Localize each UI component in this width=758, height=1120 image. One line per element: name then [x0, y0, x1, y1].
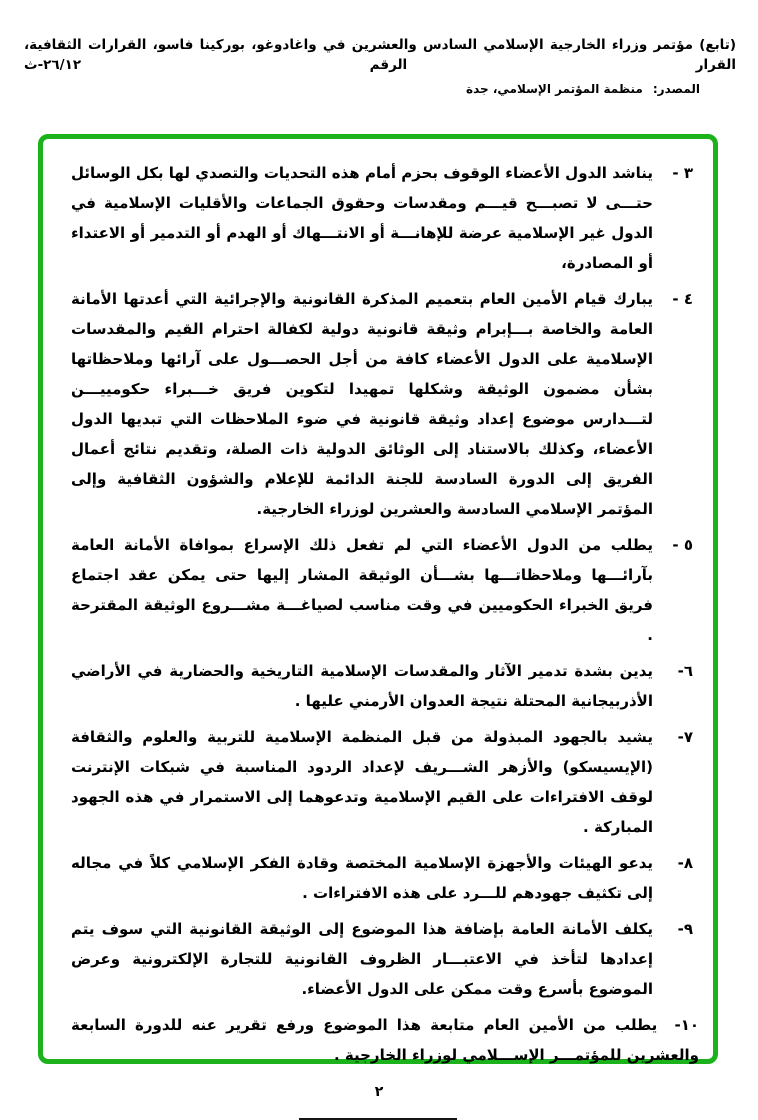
resolution-item	[71, 656, 699, 716]
resolution-item	[71, 848, 699, 908]
resolution-text: يدين بشدة تدمير الآثار والمقدسات الإسلامية التاريخية والحضارية في الأراضي الأذربيجانية المحتلة نتيجة العدوان الأرمني عليها .	[71, 662, 653, 710]
resolution-number: ٤ -	[672, 290, 693, 308]
resolution-number: ٥ -	[672, 536, 693, 554]
resolution-item	[71, 284, 699, 524]
resolution-text: يطلب من الدول الأعضاء التي لم تفعل ذلك الإسراع بموافاة الأمانة العامة بآرائـــها وملاحظاتـــها بشـــأن الوثيقة المشار إليها حتى يمكن عقد اجتماع فريق الخبراء الحكوميين في وقت مناسب لصياغـــة مشـــروع الوثيقة المقترحة .	[71, 536, 653, 644]
page-number: ٢	[374, 1084, 384, 1100]
document-page	[0, 36, 758, 1114]
resolution-text: يشيد بالجهود المبذولة من قبل المنظمة الإسلامية للتربية والعلوم والثقافة (الإيسيسكو) والأزهر الشـــريف لإعداد الردود المناسبة في شبكات الإنترنت لوقف الافتراءات على القيم الإسلامية وتدعوهما إلى الاستمرار في هذه الجهود المباركة .	[71, 728, 653, 836]
source-value: منظمة المؤتمر الإسلامي، جدة	[466, 82, 643, 97]
resolution-text: يدعو الهيئات والأجهزة الإسلامية المختصة وقادة الفكر الإسلامي كلاً في مجاله إلى تكثيف جهودهم للـــرد على هذه الافتراءات .	[71, 854, 653, 902]
resolution-item	[71, 1010, 699, 1070]
resolution-text: يكلف الأمانة العامة بإضافة هذا الموضوع إلى الوثيقة القانونية التي سوف يتم إعدادها لتأخذ في الاعتبـــار الظروف القانونية للتجارة الإلكترونية وعرض الموضوع بأسرع وقت ممكن على الدول الأعضاء.	[71, 920, 653, 998]
resolution-number: ١٠-	[674, 1016, 699, 1034]
resolution-number: ٩-	[677, 920, 693, 938]
resolution-text: يناشد الدول الأعضاء الوقوف بحزم أمام هذه التحديات والتصدي لها بكل الوسائل حتـــى لا تصبـــح قيـــم ومقدسات وحقوق الجماعات والأقليات الإسلامية في الدول غير الإسلامية عرضة للإهانـــة أو الانتـــهاك أو الهدم أو التدمير أو الاعتداء أو المصادرة،	[71, 164, 653, 272]
resolution-item	[71, 914, 699, 1004]
source-line	[0, 82, 700, 96]
resolution-item	[71, 530, 699, 650]
resolution-item	[71, 158, 699, 278]
resolution-text: يطلب من الأمين العام متابعة هذا الموضوع ورفع تقرير عنه للدورة السابعة والعشرين للمؤتمـــر الإســـلامي لوزراء الخارجية .	[71, 1016, 699, 1064]
resolution-number: ٧-	[677, 728, 693, 746]
resolutions-list	[43, 139, 713, 1070]
header-title: (تابع) مؤتمر وزراء الخارجية الإسلامي السادس والعشرين في واغادوغو، بوركينا فاسو، القرارات الثقافية، القرار الرقم ٢٦/١٢-ث	[24, 37, 736, 73]
resolutions-border-box	[38, 134, 718, 1064]
resolution-item	[71, 722, 699, 842]
resolution-number: ٨-	[677, 854, 693, 872]
source-label: المصدر:	[652, 82, 700, 97]
resolution-number: ٣ -	[672, 164, 693, 182]
resolution-number: ٦-	[677, 662, 693, 680]
resolution-text: يبارك قيام الأمين العام بتعميم المذكرة القانونية والإجرائية التي أعدتها الأمانة العامة والخاصة بـــإبرام وثيقة قانونية دولية لكفالة احترام القيم والمقدسات الإسلامية على الدول الأعضاء كافة من أجل الحصـــول على آرائها وملاحظاتها بشأن مضمون الوثيقة وشكلها تمهيدا لتكوين فريق خـــبراء حكومييـــن لتـــدارس موضوع إعداد وثيقة قانونية في ضوء الملاحظات التي تبديها الدول الأعضاء، وكذلك بالاستناد إلى الوثائق الدولية ذات الصلة، وتقديم نتائج أعمال الفريق إلى الدورة السادسة للجنة الدائمة للإعلام والشؤون الثقافية وإلى المؤتمر الإسلامي السادسة والعشرين لوزراء الخارجية.	[71, 290, 653, 518]
